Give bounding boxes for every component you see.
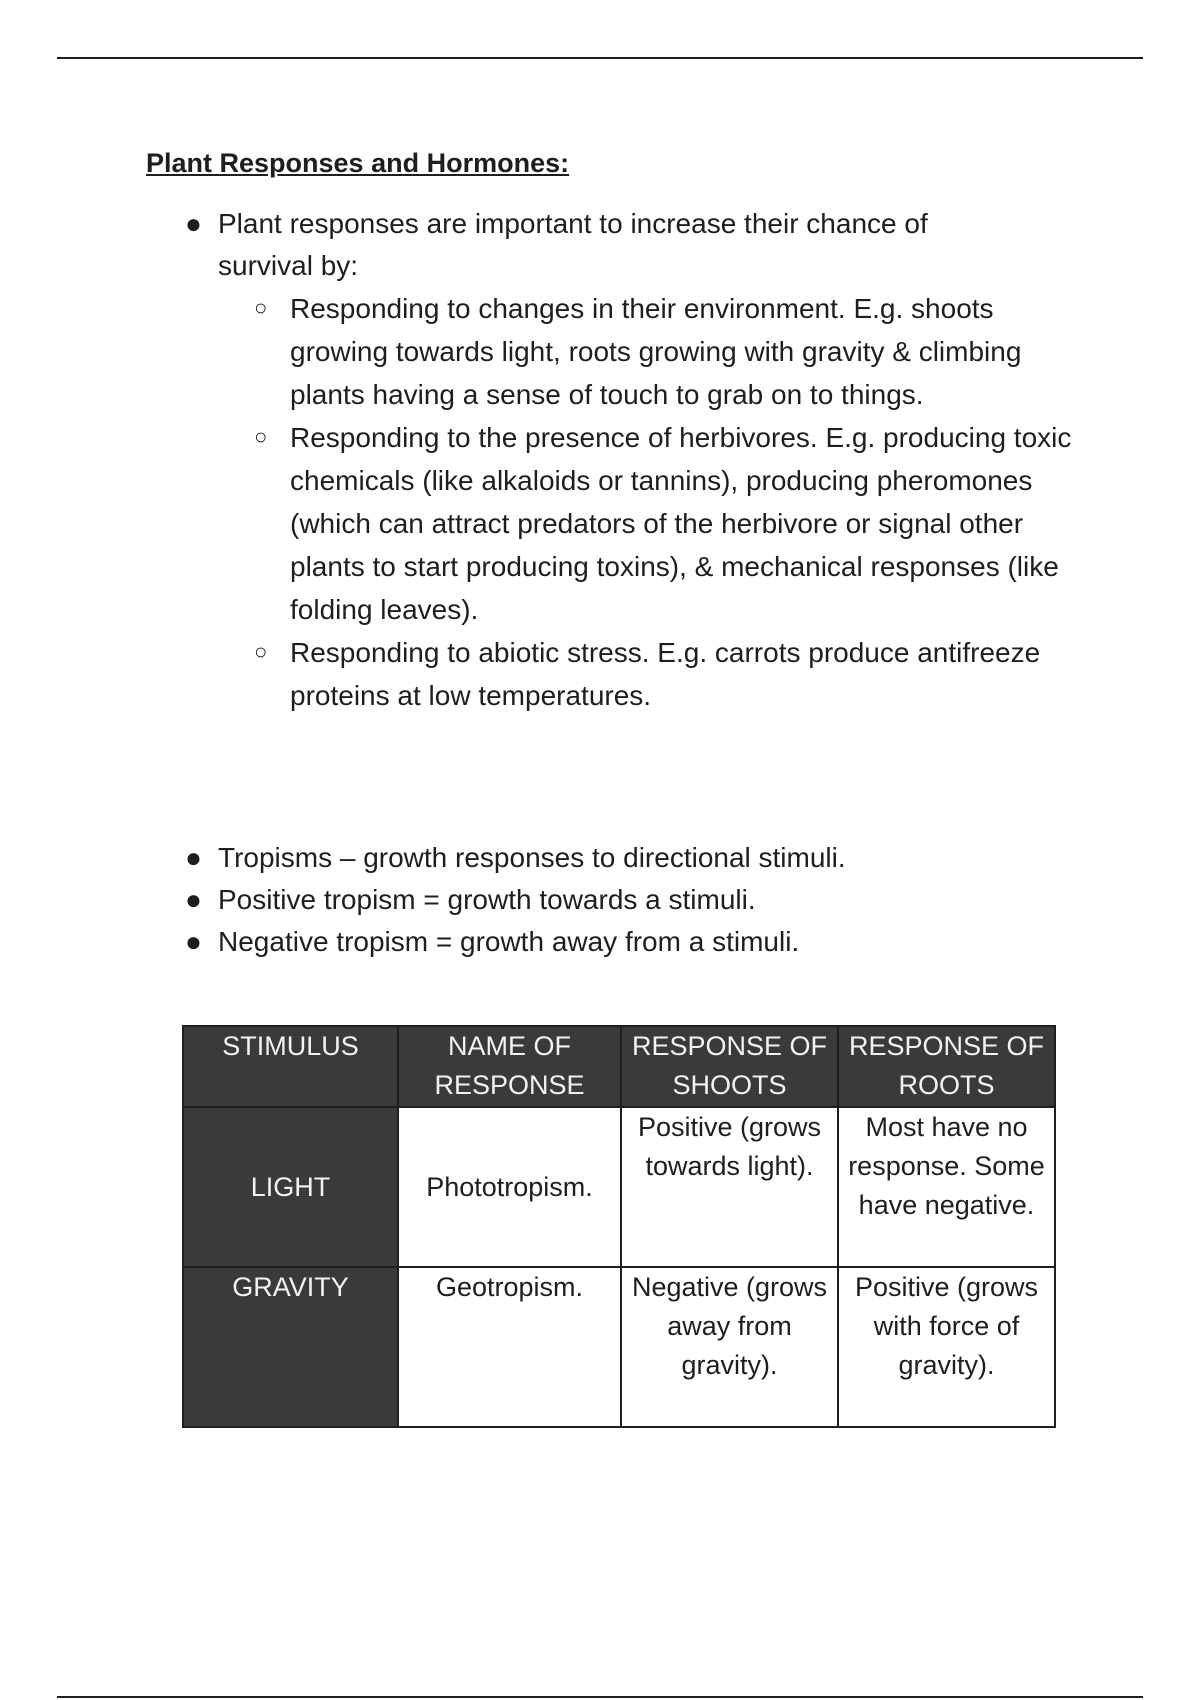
column-header: RESPONSE OF SHOOTS [621,1026,838,1107]
table-row [183,1267,1055,1427]
footer-rule [57,1696,1143,1698]
bullet-icon: ● [185,842,202,873]
list-item [185,921,1118,963]
column-header: RESPONSE OF ROOTS [838,1026,1055,1107]
tropism-text: Tropisms – growth responses to directional stimuli. [218,842,846,873]
stimulus-cell: GRAVITY [183,1267,398,1427]
circle-bullet-icon: ○ [254,424,268,449]
tropism-text: Negative tropism = growth away from a stimuli. [218,926,800,957]
table-header-row [183,1026,1055,1107]
table-cell: Geotropism. [398,1267,621,1427]
sub-item-text: Responding to the presence of herbivores. E.g. producing toxic chemicals (like alkaloids or tannins), producing pheromones (which can attract predators of the herbivore or signal other plants to start producing toxins), & mechanical responses (like folding leaves). [290,422,1072,625]
sub-item-text: Responding to abiotic stress. E.g. carrots produce antifreeze proteins at low temperatures. [290,637,1041,711]
sub-list-item [254,631,1080,717]
bullet-icon: ● [185,884,202,915]
list-item [185,203,1072,717]
table-cell: Positive (grows towards light). [621,1107,838,1267]
bullet-icon: ● [185,208,202,239]
sub-list [254,287,1080,717]
table-row [183,1107,1055,1267]
circle-bullet-icon: ○ [254,639,268,664]
tropism-table [182,1025,1056,1428]
sub-list-item [254,287,1080,416]
circle-bullet-icon: ○ [254,295,268,320]
column-header: NAME OF RESPONSE [398,1026,621,1107]
table-cell: Most have no response. Some have negative. [838,1107,1055,1267]
tropism-list [185,837,1118,963]
table-cell: Positive (grows with force of gravity). [838,1267,1055,1427]
intro-text-line2: survival by: [218,250,359,281]
tropism-text: Positive tropism = growth towards a stimuli. [218,884,756,915]
page-title: Plant Responses and Hormones: [146,148,570,178]
table-cell: Phototropism. [398,1107,621,1267]
list-item [185,879,1118,921]
intro-list [185,203,1072,717]
table-cell: Negative (grows away from gravity). [621,1267,838,1427]
header-rule [57,57,1143,59]
list-item [185,837,1118,879]
stimulus-cell: LIGHT [183,1107,398,1267]
sub-item-text: Responding to changes in their environment. E.g. shoots growing towards light, roots growing with gravity & climbing plants having a sense of touch to grab on to things. [290,293,1022,410]
bullet-icon: ● [185,926,202,957]
column-header: STIMULUS [183,1026,398,1107]
intro-text-line1: Plant responses are important to increase their chance of [218,208,928,239]
sub-list-item [254,416,1080,631]
